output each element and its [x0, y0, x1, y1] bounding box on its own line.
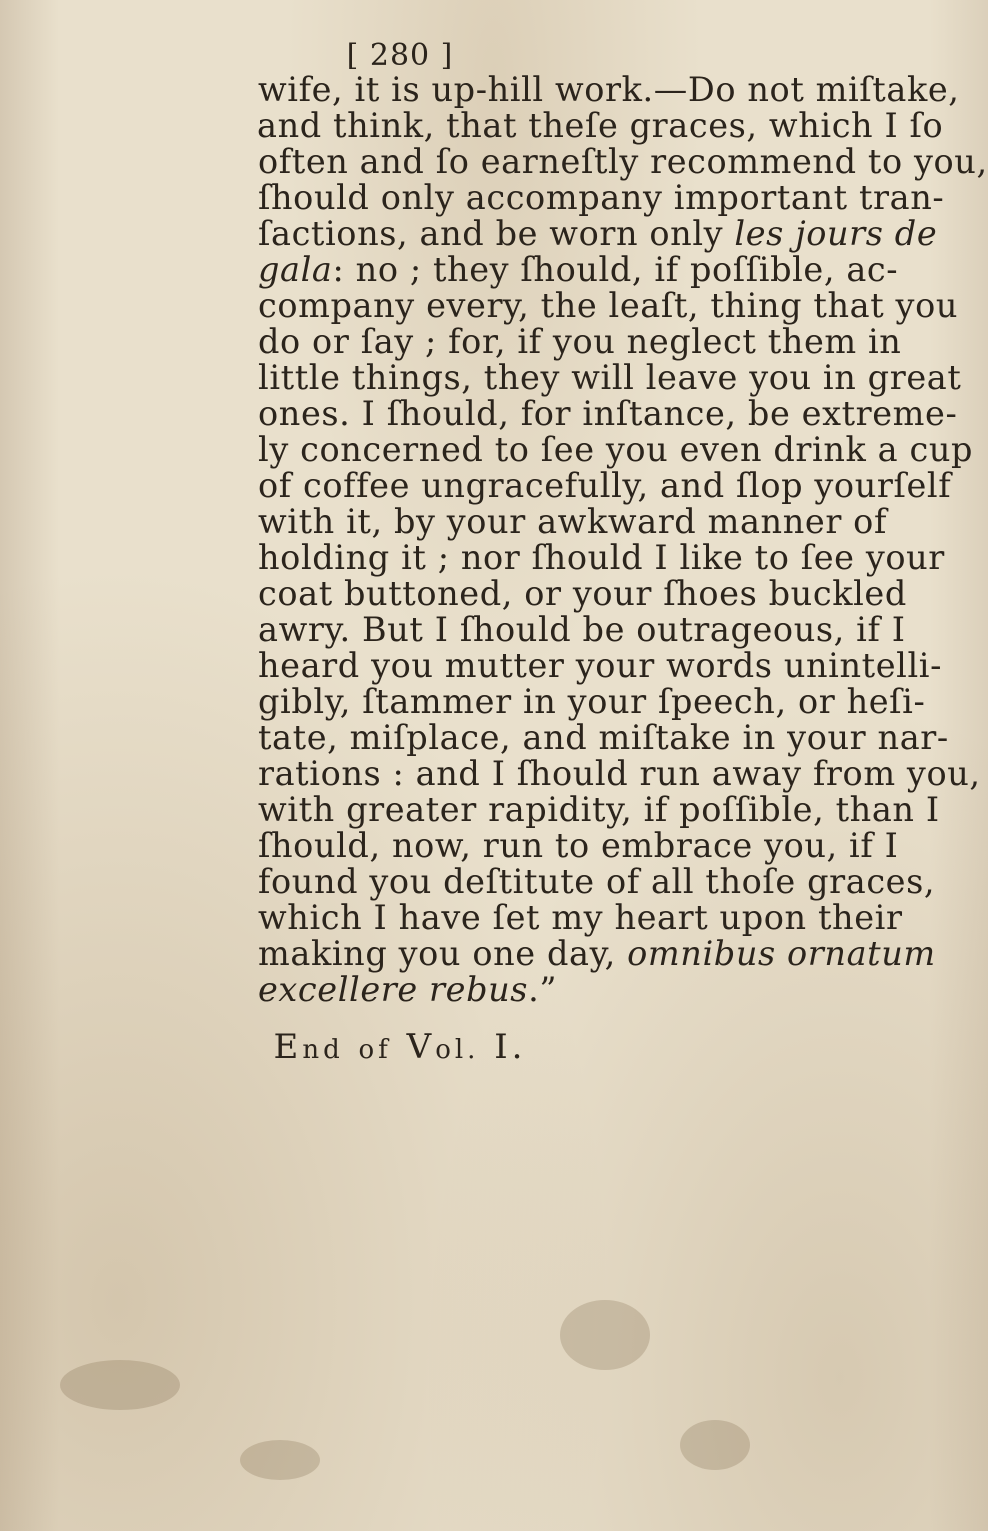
end-of-volume-mark — [0, 1027, 800, 1067]
text-run: making you one day, — [258, 934, 628, 973]
text-line: gibly, ſtammer in your ſpeech, or heſi- — [258, 682, 926, 721]
text-run: ſactions, and be worn only — [258, 214, 735, 253]
end-word-initial: E — [273, 1027, 303, 1067]
text-run: .” — [528, 970, 558, 1009]
paper-stain — [60, 1360, 180, 1410]
paper-stain — [680, 1420, 750, 1470]
text-line: ly concerned to ſee you even drink a cup — [258, 430, 974, 469]
text-line: little things, they will leave you in great — [258, 358, 962, 397]
text-line — [258, 972, 557, 1008]
text-line: wife, it is up-hill work.—Do not miſtake, — [258, 70, 960, 109]
text-line: do or ſay ; for, if you neglect them in — [258, 322, 902, 361]
text-run: : no ; they ſhould, if poſſible, ac- — [332, 250, 899, 289]
text-line: which I have ſet my heart upon their — [258, 898, 903, 937]
text-line: tate, miſplace, and miſtake in your nar- — [258, 718, 949, 757]
end-word-rest: nd — [302, 1035, 344, 1065]
text-line — [258, 216, 937, 252]
text-line: awry. But I ſhould be outrageous, if I — [258, 610, 906, 649]
text-line: coat buttoned, or your ſhoes buckled — [258, 574, 907, 613]
text-line: of coffee ungracefully, and ſlop yourſelf — [258, 466, 952, 505]
text-line — [258, 252, 898, 288]
vol-word-rest: ol. — [435, 1035, 480, 1065]
italic-run: gala — [258, 250, 333, 289]
text-line: ſhould, now, run to embrace you, if I — [258, 826, 899, 865]
text-line: ſhould only accompany important tran- — [258, 178, 945, 217]
text-line: company every, the leaſt, thing that you — [258, 286, 959, 325]
page-number: [ 280 ] — [346, 38, 454, 73]
text-line: ones. I ſhould, for inſtance, be extreme- — [258, 394, 958, 433]
text-line: with greater rapidity, if poſſible, than I — [258, 790, 940, 829]
text-line: rations : and I ſhould run away from you, — [258, 754, 981, 793]
text-line: with it, by your awkward manner of — [258, 502, 887, 541]
paper-stain — [560, 1300, 650, 1370]
italic-run: excellere rebus — [258, 970, 529, 1009]
text-line: and think, that theſe graces, which I ſo — [257, 106, 944, 145]
italic-run: les jours de — [734, 214, 938, 253]
of-word: of — [358, 1035, 392, 1065]
text-line: often and ſo earneſtly recommend to you, — [258, 142, 988, 181]
text-line — [258, 936, 936, 972]
text-line: holding it ; nor ſhould I like to ſee your — [258, 538, 945, 577]
italic-run: omnibus ornatum — [627, 934, 936, 973]
text-line: heard you mutter your words unintelli- — [258, 646, 943, 685]
text-line: found you deſtitute of all thoſe graces, — [258, 862, 936, 901]
vol-word-initial: V — [406, 1027, 436, 1067]
paper-stain — [240, 1440, 320, 1480]
volume-number: I. — [494, 1027, 527, 1067]
